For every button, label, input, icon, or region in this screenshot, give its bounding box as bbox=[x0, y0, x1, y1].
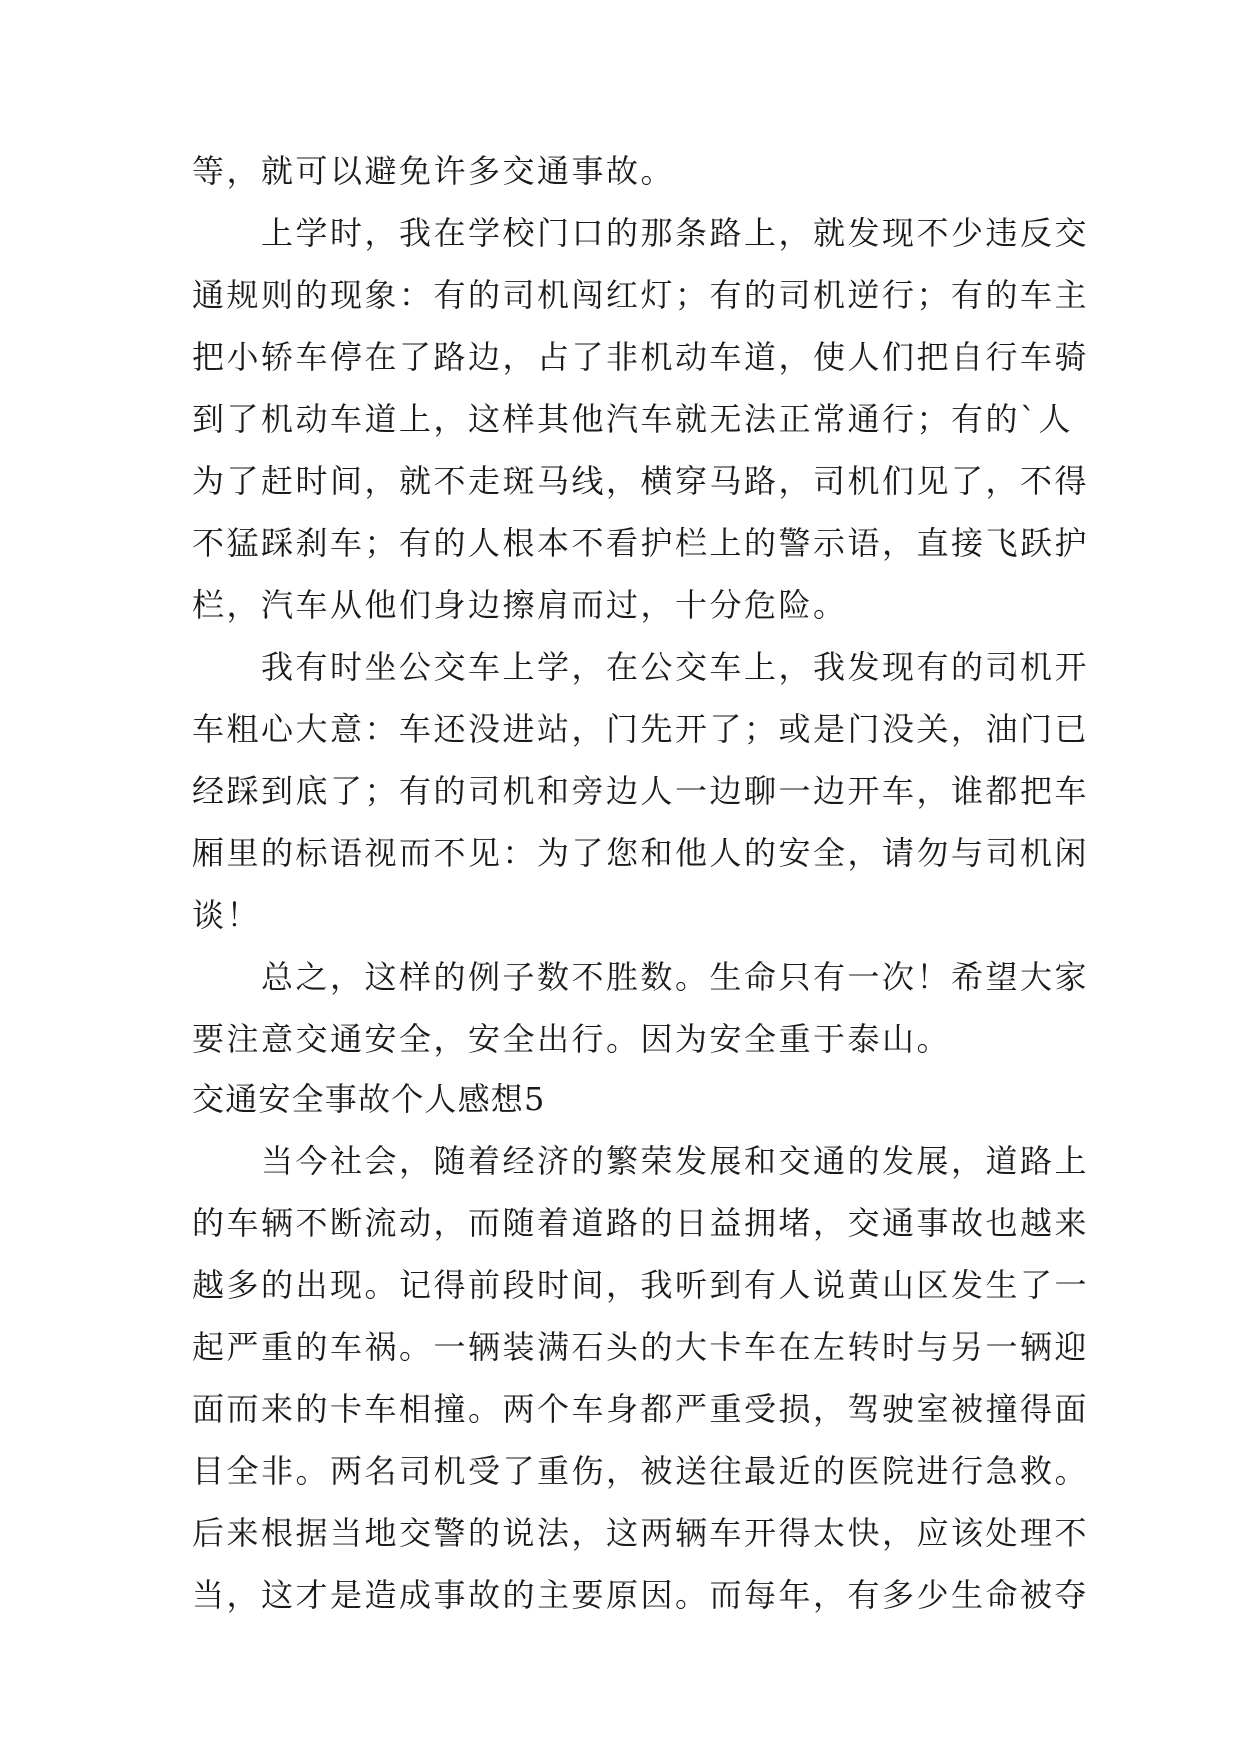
text-line: 起严重的车祸。一辆装满石头的大卡车在左转时与另一辆迎 bbox=[192, 1328, 1090, 1366]
text-line: 后来根据当地交警的说法，这两辆车开得太快，应该处理不 bbox=[192, 1514, 1090, 1552]
text-line: 我有时坐公交车上学，在公交车上，我发现有的司机开 bbox=[192, 648, 1090, 686]
text-line: 为了赶时间，就不走斑马线，横穿马路，司机们见了，不得 bbox=[192, 462, 1090, 500]
text-line: 的车辆不断流动，而随着道路的日益拥堵，交通事故也越来 bbox=[192, 1204, 1090, 1242]
text-line: 上学时，我在学校门口的那条路上，就发现不少违反交 bbox=[192, 214, 1090, 252]
text-line: 经踩到底了；有的司机和旁边人一边聊一边开车，谁都把车 bbox=[192, 772, 1090, 810]
text-line: 总之，这样的例子数不胜数。生命只有一次！希望大家 bbox=[192, 958, 1090, 996]
text-line: 面而来的卡车相撞。两个车身都严重受损，驾驶室被撞得面 bbox=[192, 1390, 1090, 1428]
text-line: 谈！ bbox=[192, 896, 262, 934]
text-line: 等，就可以避免许多交通事故。 bbox=[192, 152, 676, 190]
text-line: 当，这才是造成事故的主要原因。而每年，有多少生命被夺 bbox=[192, 1576, 1090, 1614]
text-line: 越多的出现。记得前段时间，我听到有人说黄山区发生了一 bbox=[192, 1266, 1090, 1304]
text-line: 车粗心大意：车还没进站，门先开了；或是门没关，油门已 bbox=[192, 710, 1090, 748]
text-line: 要注意交通安全，安全出行。因为安全重于泰山。 bbox=[192, 1020, 952, 1058]
text-line: 厢里的标语视而不见：为了您和他人的安全，请勿与司机闲 bbox=[192, 834, 1090, 872]
text-line: 栏，汽车从他们身边擦肩而过，十分危险。 bbox=[192, 586, 848, 624]
text-line: 把小轿车停在了路边，占了非机动车道，使人们把自行车骑 bbox=[192, 338, 1090, 376]
text-line: 当今社会，随着经济的繁荣发展和交通的发展，道路上 bbox=[192, 1142, 1090, 1180]
text-line: 目全非。两名司机受了重伤，被送往最近的医院进行急救。 bbox=[192, 1452, 1090, 1490]
text-line: 不猛踩刹车；有的人根本不看护栏上的警示语，直接飞跃护 bbox=[192, 524, 1090, 562]
text-line: 通规则的现象：有的司机闯红灯；有的司机逆行；有的车主 bbox=[192, 276, 1090, 314]
text-line: 到了机动车道上，这样其他汽车就无法正常通行；有的`人 bbox=[192, 400, 1074, 438]
section-heading: 交通安全事故个人感想5 bbox=[192, 1080, 546, 1118]
